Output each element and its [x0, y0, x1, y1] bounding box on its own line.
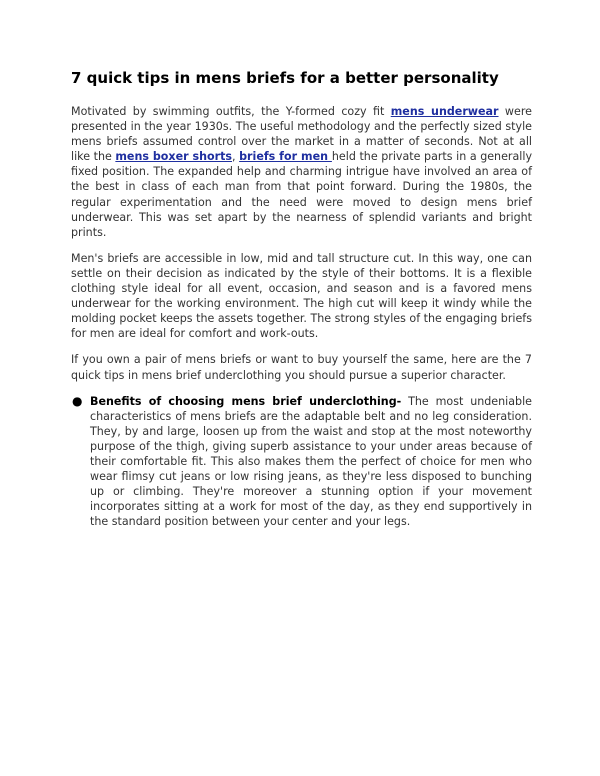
mens-boxer-shorts-link[interactable]: mens boxer shorts — [115, 150, 232, 164]
intro-paragraph — [71, 104, 532, 240]
styles-paragraph: Men's briefs are accessible in low, mid and tall structure cut. In this way, one can settle on their decision as indicated by the style of their bottoms. It is a flexible clothing style ideal for all event, occasion, and season and is a favored mens underwear for the working environment. The high cut will keep it windy while the molding pocket keeps the assets together. The strong styles of the engaging briefs for men are ideal for comfort and work-outs. — [71, 251, 532, 341]
link-separator: , — [232, 150, 240, 164]
intro-text-2: were presented in the year 1930s. The useful methodology and the perfectly sized style mens briefs assumed control over the market in a matter of seconds. Not at all like the — [71, 105, 532, 164]
bullet-title: Benefits of choosing mens brief underclothing- — [90, 394, 402, 408]
briefs-for-men-link[interactable]: briefs for men — [239, 150, 332, 164]
page-title: 7 quick tips in mens briefs for a better personality — [71, 69, 499, 87]
tips-intro-paragraph: If you own a pair of mens briefs or want to buy yourself the same, here are the 7 quick tips in mens brief underclothing you should pursue a superior character. — [71, 353, 532, 382]
bullet-text: The most undeniable characteristics of mens briefs are the adaptable belt and no leg consideration. They, by and large, loosen up from the waist and stop at the most noteworthy purpose of the thigh, giving superb assistance to your under areas because of their comfortable fit. This also makes them the perfect of choice for men who wear flimsy cut jeans or low rising jeans, as they're less disposed to bunching up or climbing. They're moreover a stunning option if your movement incorporates sitting at a work for most of the day, as they end supportively in the standard position between your center and your legs. — [90, 394, 532, 529]
mens-underwear-link[interactable]: mens underwear — [390, 105, 499, 118]
intro-text-3: held the private parts in a generally fixed position. The expanded help and charming intrigue have involved an area of the best in class of each man from that point forward. During the 1980s, the regular experimentation and the need were moved to design mens brief underwear. This was set apart by the nearness of splendid variants and bright prints. — [71, 150, 533, 239]
tips-list — [71, 394, 532, 530]
intro-text-1: Motivated by swimming outfits, the Y-formed cozy fit — [71, 105, 391, 118]
bullet-icon: ● — [72, 393, 83, 408]
list-item — [71, 394, 532, 530]
